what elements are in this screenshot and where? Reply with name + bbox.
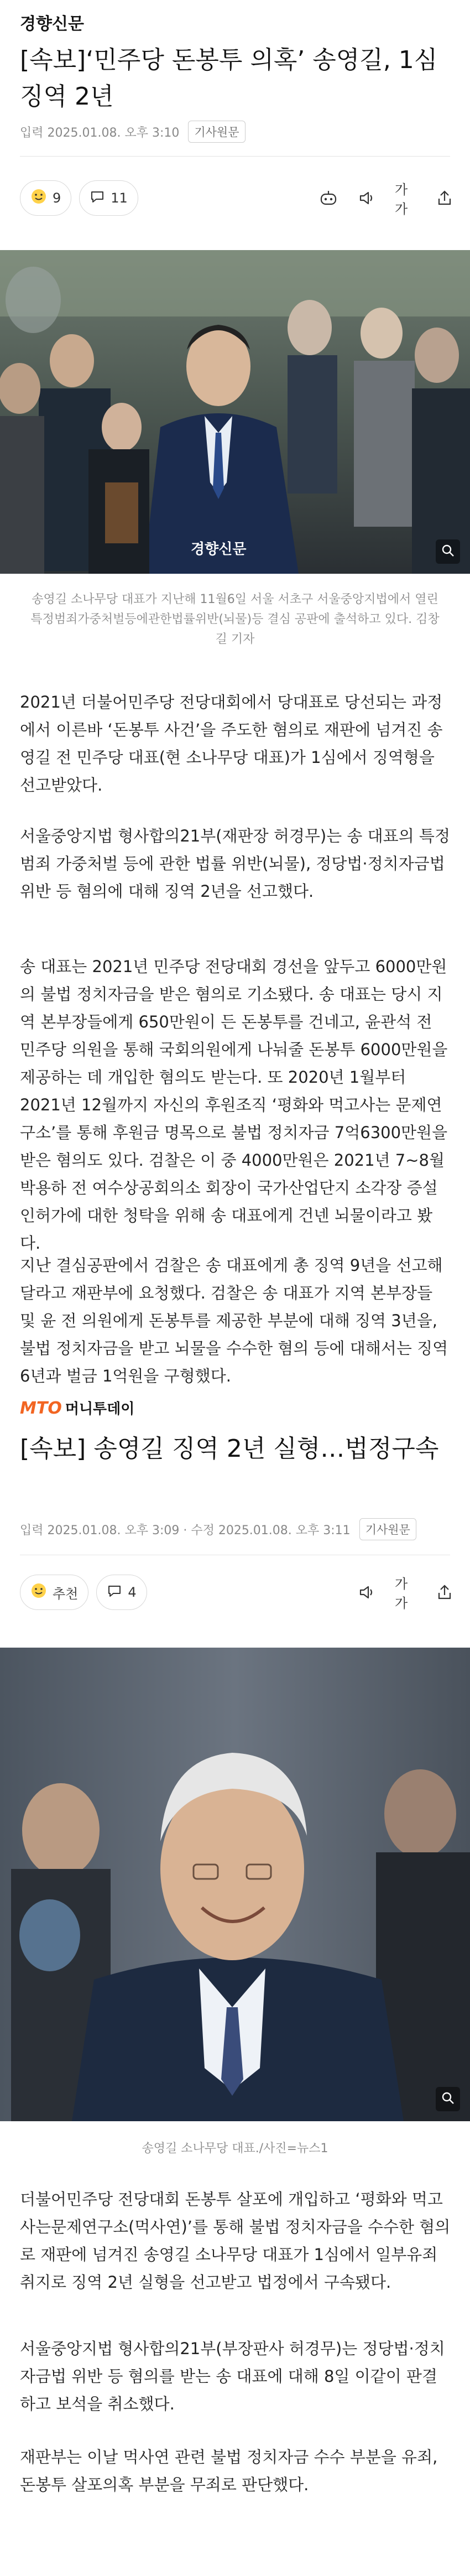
expand-photo-button[interactable] (436, 539, 460, 564)
recommend-button[interactable] (20, 1575, 88, 1610)
article-paragraph: 재판부는 이날 먹사연 관련 불법 정치자금 수수 부분을 유죄, 돈봉투 살포의혹 부분을 무죄로 판단했다. (20, 2448, 438, 2494)
photo-watermark: 경향신문 (191, 541, 247, 558)
article-paragraph: 송 대표는 2021년 민주당 전당대회 경선을 앞두고 6000만원의 불법 정치자금을 받은 혐의로 기소됐다. 송 대표는 당시 지역 본부장들에게 650만원이 든 돈봉투를 건네고, 윤관석 전 민주당 의원을 통해 국회의원에게 나눠줄 돈봉투 6000만원을 제공하는 데 개입한 혐의도 받는다. 또 2020년 1월부터 2021년 12월까지 자신의 후원조직 ‘평화와 먹고사는 문제연구소’를 통해 후원금 명목으로 불법 정치자금 7억6300만원을 받은 혐의도 있다. 검찰은 이 중 4000만원은 2021년 7~8월 박용하 전 여수상공회의소 회장이 국가산업단지 소각장 증설 인허가에 대한 청탁을 위해 송 대표에게 건넨 뇌물이라고 봤다. (20, 957, 448, 1253)
brand-prefix: MTO (20, 1399, 62, 1418)
speaker-icon[interactable] (356, 1581, 378, 1603)
font-size-button[interactable]: 가가 (395, 182, 408, 217)
font-size-button[interactable]: 가가 (395, 1576, 408, 1611)
share-icon[interactable] (434, 187, 456, 209)
article-toolbar (356, 1576, 456, 1611)
article-toolbar (317, 182, 456, 217)
emoji-icon (30, 1582, 47, 1602)
photo-caption: 송영길 소나무당 대표가 지난해 11월6일 서울 서초구 서울중앙지법에서 열린 특정범죄가중처벌등에관한법률위반(뇌물)등 결심 공판에 출석하고 있다. 김창길 기자 (30, 593, 440, 646)
emoji-count: 9 (53, 190, 61, 206)
reaction-bar (20, 180, 138, 216)
share-icon[interactable] (434, 1581, 456, 1603)
expand-photo-button[interactable] (436, 2087, 460, 2111)
reaction-bar (20, 1575, 147, 1610)
article-meta (20, 121, 246, 143)
emoji-reaction-button[interactable] (20, 180, 71, 216)
divider (20, 156, 450, 157)
article-paragraph: 더불어민주당 전당대회 돈봉투 살포에 개입하고 ‘평화와 먹고사는문제연구소(먹사연)’를 통해 불법 정치자금을 수수한 혐의로 재판에 넘겨진 송영길 소나무당 대표가 1심에서 일부유죄 취지로 징역 2년 실형을 선고받고 법정에서 구속됐다. (20, 2190, 451, 2292)
article-title: [속보]‘민주당 돈봉투 의혹’ 송영길, 1심 징역 2년 (20, 46, 438, 111)
article-paragraph: 2021년 더불어민주당 전당대회에서 당대표로 당선되는 과정에서 이른바 ‘돈봉투 사건’을 주도한 혐의로 재판에 넘겨진 송영길 전 민주당 대표(현 소나무당 대표)가 1심에서 징역형을 선고받았다. (20, 693, 443, 794)
article-title: [속보] 송영길 징역 2년 실형…법정구속 (20, 1435, 439, 1463)
comment-count: 11 (111, 190, 128, 206)
comment-icon (107, 1583, 122, 1602)
speaker-icon[interactable] (356, 187, 378, 209)
brand-name: 머니투데이 (65, 1401, 135, 1417)
article-meta (20, 1518, 416, 1540)
comment-icon (90, 189, 105, 207)
brand-logo[interactable]: 경향신문 (20, 14, 84, 34)
magnify-icon (441, 543, 455, 560)
comment-count: 4 (128, 1585, 137, 1600)
magnify-icon (441, 2091, 455, 2107)
article-paragraph: 지난 결심공판에서 검찰은 송 대표에게 총 징역 9년을 선고해달라고 재판부에 요청했다. 검찰은 송 대표가 지역 본부장들 및 윤 전 의원에게 돈봉투를 제공한 부분에 대해 징역 3년을, 불법 정치자금을 받고 뇌물을 수수한 혐의 등에 대해서는 징역 6년과 벌금 1억원을 구형했다. (20, 1256, 448, 1385)
summary-bot-icon[interactable] (317, 187, 340, 209)
publish-date: 입력 2025.01.08. 오후 3:10 (20, 126, 180, 140)
article-photo (0, 250, 470, 574)
original-article-button[interactable]: 기사원문 (188, 121, 245, 143)
article-paragraph: 서울중앙지법 형사합의21부(재판장 허경무)는 송 대표의 특정범죄 가중처벌 등에 관한 법률 위반(뇌물), 정당법·정치자금법 위반 등 혐의에 대해 징역 2년을 선고했다. (20, 827, 450, 901)
article-paragraph: 서울중앙지법 형사합의21부(부장판사 허경무)는 정당법·정치자금법 위반 등 혐의를 받는 송 대표에 대해 8일 이같이 판결하고 보석을 취소했다. (20, 2339, 445, 2413)
original-article-button[interactable]: 기사원문 (359, 1518, 416, 1540)
article-photo (0, 1648, 470, 2121)
emoji-icon (30, 188, 47, 208)
recommend-label: 추천 (53, 1586, 79, 1602)
brand-logo-2[interactable] (20, 1398, 134, 1418)
publish-date: 입력 2025.01.08. 오후 3:09 · 수정 2025.01.08. 오후 3:11 (20, 1523, 351, 1538)
photo-caption: 송영길 소나무당 대표./사진=뉴스1 (142, 2142, 328, 2156)
comment-button[interactable] (96, 1575, 147, 1610)
comment-button[interactable] (79, 180, 138, 216)
